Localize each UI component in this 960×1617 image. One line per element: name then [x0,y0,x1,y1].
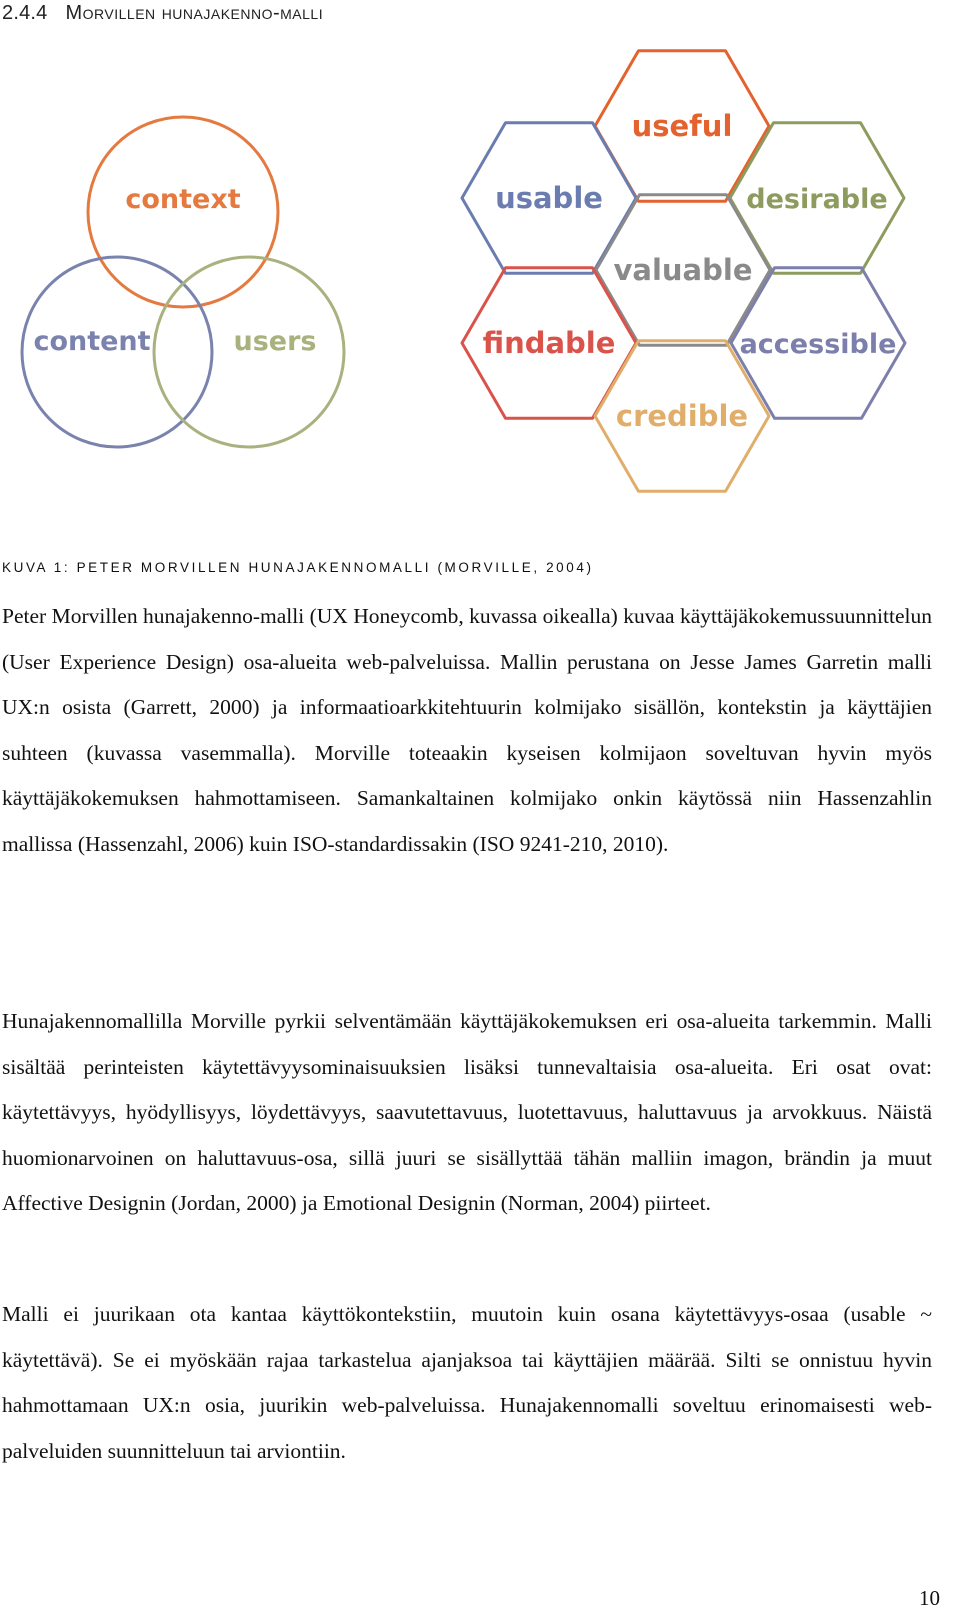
hexagon-label-valuable: valuable [613,253,753,287]
hexagon-label-credible: credible [615,399,749,433]
figure-caption: KUVA 1: PETER MORVILLEN HUNAJAKENNOMALLI (MORVILLE, 2004) [2,560,594,575]
hexagon-label-usable: usable [495,181,603,215]
paragraph-2: Hunajakennomallilla Morville pyrkii selventämään käyttäjäkokemuksen eri osa-alueita tarkemmin. Malli sisältää perinteisten käytettävyysominaisuuksien lisäksi tunnevaltaisia osa-alueita. Eri osat ovat: käytettävyys, hyödyllisyys, löydettävyys, saavutettavuus, luotettavuus, haluttavuus ja arvokkuus. Näistä huomionarvoinen on haluttavuus-osa, sillä juuri se sisällyttää tähän malliin imagon, brändin ja muut Affective Designin (Jordan, 2000) ja Emotional Designin (Norman, 2004) piirteet. [2,1009,932,1216]
paragraph-3: Malli ei juurikaan ota kantaa käyttökontekstiin, muutoin kuin osana käytettävyys-osaa (usable ~ käytettävä). Se ei myöskään rajaa tarkastelua ajanjaksoa tai käyttäjien määrää. Silti se onnistuu hyvin hahmottamaan UX:n osia, juurikin web-palveluissa. Hunajakennomalli soveltuu erinomaisesti web-palveluiden suunnitteluun tai arviontiin. [2,1302,932,1463]
honeycomb-diagram [462,51,905,492]
hexagon-label-desirable: desirable [746,184,888,215]
venn-label-content: content [33,326,151,357]
venn-label-context: context [125,184,241,215]
section-title: Morvillen hunajakenno-malli [65,2,324,24]
section-number: 2.4.4 [2,2,48,24]
hexagon-label-findable: findable [482,326,616,360]
page-number: 10 [919,1586,940,1610]
hexagon-label-useful: useful [631,109,733,143]
venn-label-users: users [233,326,317,357]
figure-graphic [0,40,960,520]
venn-diagram [22,117,344,447]
hexagon-label-accessible: accessible [739,329,897,360]
paragraph-1: Peter Morvillen hunajakenno-malli (UX Honeycomb, kuvassa oikealla) kuvaa käyttäjäkokemussuunnittelun (User Experience Design) osa-alueita web-palveluissa. Mallin perustana on Jesse James Garretin malli UX:n osista (Garrett, 2000) ja informaatioarkkitehtuurin kolmijako sisällön, kontekstin ja käyttäjien suhteen (kuvassa vasemmalla). Morville toteaakin kyseisen kolmijaon soveltuvan hyvin myös käyttäjäkokemuksen hahmottamiseen. Samankaltainen kolmijako onkin käytössä niin Hassenzahlin mallissa (Hassenzahl, 2006) kuin ISO-standardissakin (ISO 9241-210, 2010). [2,604,932,856]
figure [0,40,960,520]
section-heading [2,2,323,25]
